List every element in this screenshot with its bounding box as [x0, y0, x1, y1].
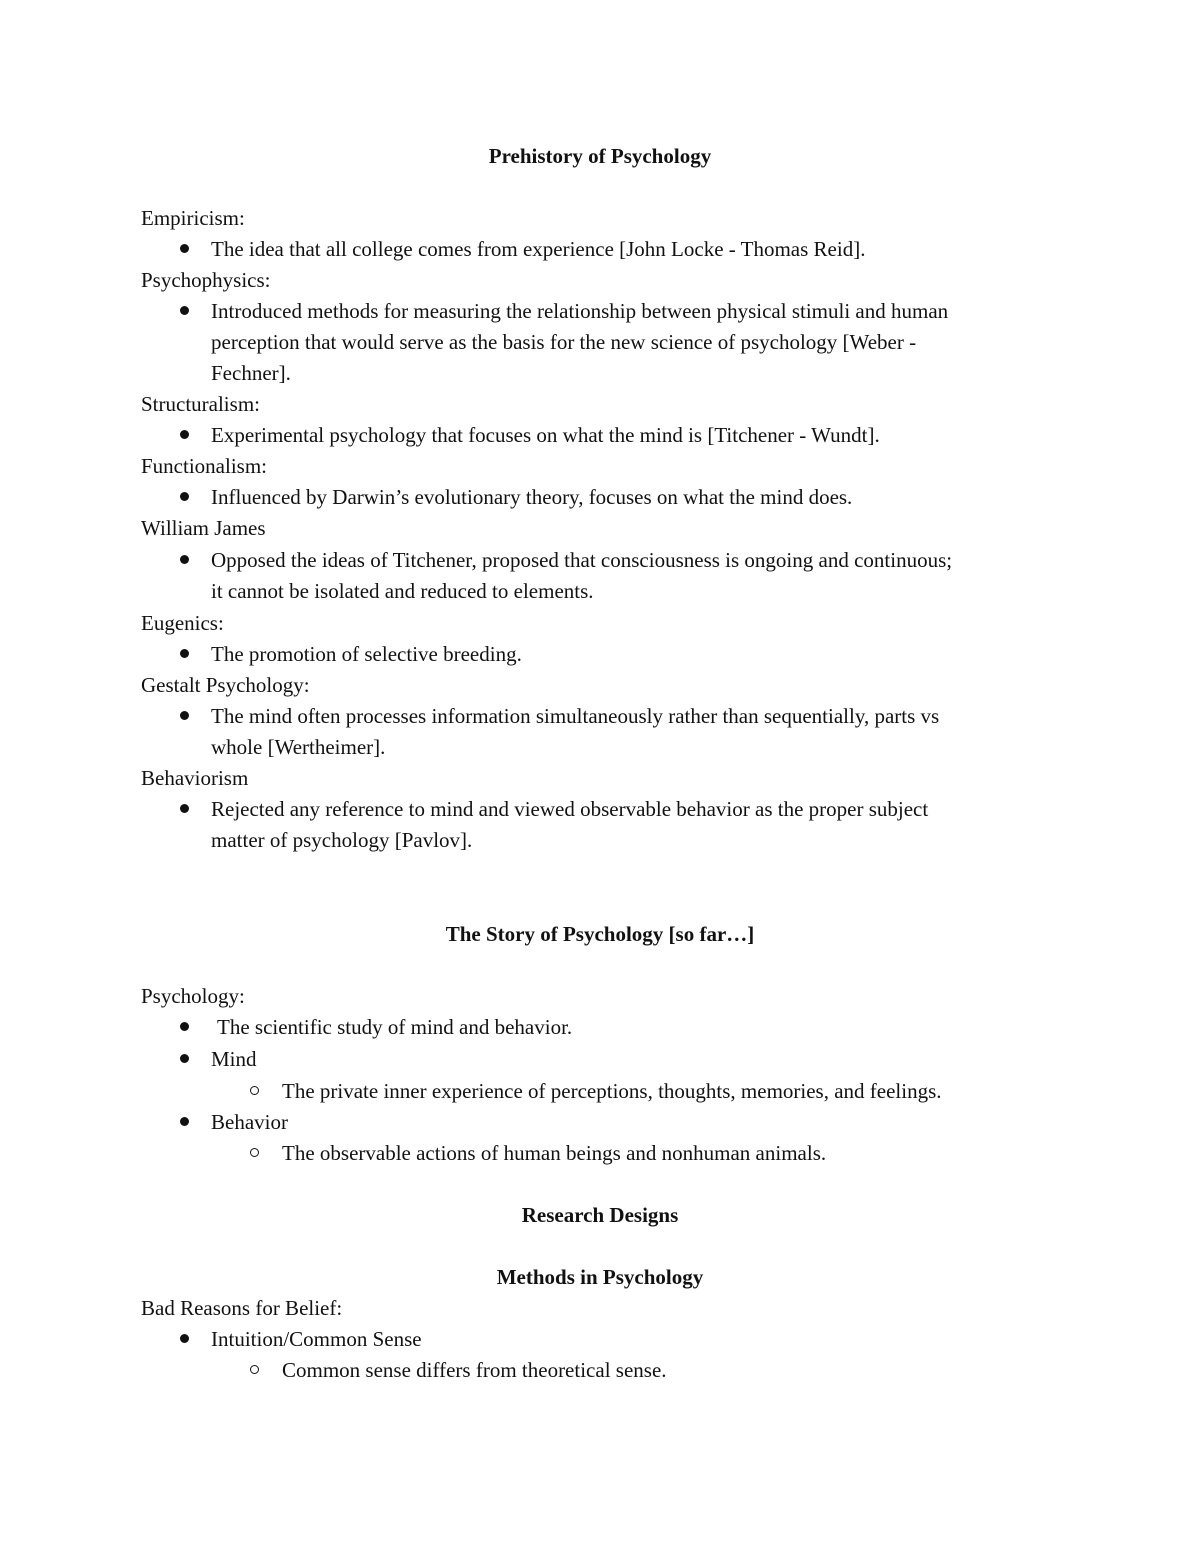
definition-functionalism: Influenced by Darwin’s evolutionary theory, focuses on what the mind does. [211, 485, 853, 509]
hollow-bullet-icon [250, 1365, 259, 1374]
bullet-icon [180, 711, 189, 720]
section-title-story: The Story of Psychology [so far…] [445, 922, 755, 946]
bullet-icon [180, 649, 189, 658]
bullet-icon [180, 1334, 189, 1343]
bullet-icon [180, 1022, 189, 1031]
definition-behaviorism-line-1: Rejected any reference to mind and viewed observable behavior as the proper subject [211, 797, 929, 821]
definition-eugenics: The promotion of selective breeding. [211, 642, 522, 666]
term-behaviorism: Behaviorism [141, 766, 249, 790]
bullet-icon [180, 1117, 189, 1126]
definition-behaviorism-line-2: matter of psychology [Pavlov]. [211, 828, 473, 852]
definition-structuralism: Experimental psychology that focuses on what the mind is [Titchener - Wundt]. [211, 423, 880, 447]
bullet-icon [180, 306, 189, 315]
definition-william-james-line-1: Opposed the ideas of Titchener, proposed that consciousness is ongoing and continuous; [211, 548, 953, 572]
section-title-methods: Methods in Psychology [496, 1265, 704, 1289]
term-psychology: Psychology: [141, 984, 245, 1008]
bullet-icon [180, 804, 189, 813]
definition-gestalt-line-2: whole [Wertheimer]. [211, 735, 386, 759]
definition-psychophysics-line-3: Fechner]. [211, 361, 291, 385]
section-title-research: Research Designs [521, 1203, 679, 1227]
term-psychophysics: Psychophysics: [141, 268, 271, 292]
definition-intuition: Common sense differs from theoretical sense. [282, 1358, 667, 1382]
term-gestalt: Gestalt Psychology: [141, 673, 310, 697]
hollow-bullet-icon [250, 1148, 259, 1157]
definition-psychophysics-line-2: perception that would serve as the basis for the new science of psychology [Weber - [211, 330, 917, 354]
term-eugenics: Eugenics: [141, 611, 224, 635]
definition-behavior: The observable actions of human beings and nonhuman animals. [282, 1141, 827, 1165]
term-empiricism: Empiricism: [141, 206, 245, 230]
term-structuralism: Structuralism: [141, 392, 260, 416]
subterm-intuition: Intuition/Common Sense [211, 1327, 422, 1351]
subterm-mind: Mind [211, 1047, 257, 1071]
subterm-behavior: Behavior [211, 1110, 288, 1134]
definition-empiricism: The idea that all college comes from experience [John Locke - Thomas Reid]. [211, 237, 866, 261]
term-william-james: William James [141, 516, 266, 540]
term-functionalism: Functionalism: [141, 454, 267, 478]
hollow-bullet-icon [250, 1086, 259, 1095]
definition-mind: The private inner experience of perceptions, thoughts, memories, and feelings. [282, 1079, 942, 1103]
bullet-icon [180, 430, 189, 439]
bullet-icon [180, 492, 189, 501]
bullet-icon [180, 555, 189, 564]
definition-william-james-line-2: it cannot be isolated and reduced to elements. [211, 579, 594, 603]
bullet-icon [180, 244, 189, 253]
definition-psychology: The scientific study of mind and behavior. [217, 1015, 573, 1039]
bullet-icon [180, 1054, 189, 1063]
definition-psychophysics-line-1: Introduced methods for measuring the relationship between physical stimuli and human [211, 299, 949, 323]
term-bad-reasons: Bad Reasons for Belief: [141, 1296, 343, 1320]
definition-gestalt-line-1: The mind often processes information simultaneously rather than sequentially, parts vs [211, 704, 940, 728]
section-title-prehistory: Prehistory of Psychology [488, 144, 712, 168]
